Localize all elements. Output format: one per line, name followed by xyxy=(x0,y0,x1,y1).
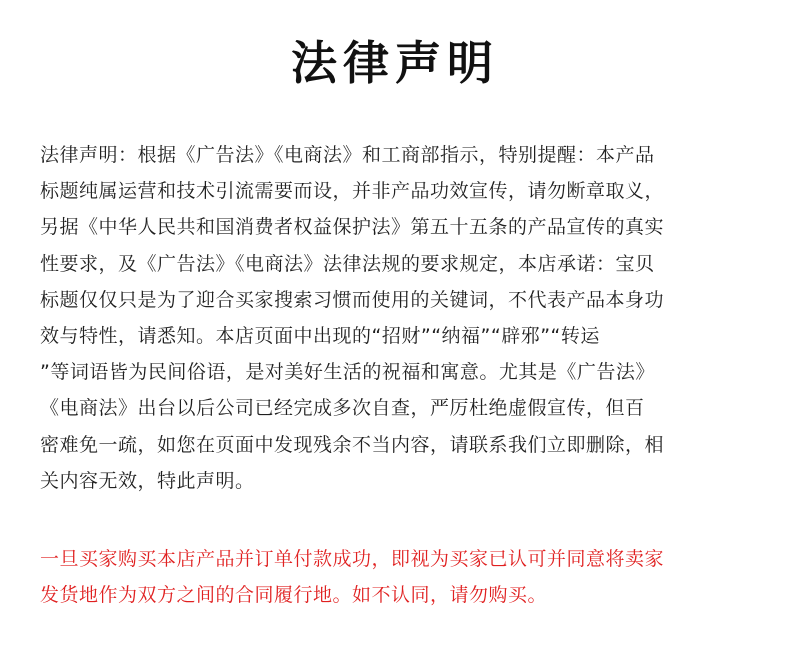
page-title: 法律声明 xyxy=(291,36,499,90)
body-line: 性要求，及《广告法》《电商法》法律法规的要求规定，本店承诺：宝贝 xyxy=(40,252,655,275)
notice-line: 一旦买家购买本店产品并订单付款成功，即视为买家已认可并同意将卖家 xyxy=(40,548,665,570)
notice-line: 发货地作为双方之间的合同履行地。如不认同，请勿购买。 xyxy=(40,584,548,607)
body-line: 《电商法》出台以后公司已经完成多次自查，严厉杜绝虚假宣传，但百 xyxy=(40,397,645,420)
body-line: 关内容无效，特此声明。 xyxy=(40,469,255,492)
body-line: 效与特性，请悉知。本店页面中出现的“招财”“纳福”“辟邪”“转运 xyxy=(40,325,600,348)
body-line: 标题纯属运营和技术引流需要而设，并非产品功效宣传，请勿断章取义， xyxy=(40,180,665,203)
body-line: 密难免一疏，如您在页面中发现残余不当内容，请联系我们立即删除，相 xyxy=(40,433,665,456)
legal-statement-body xyxy=(40,137,752,499)
body-line: 法律声明：根据《广告法》《电商法》和工商部指示，特别提醒：本产品 xyxy=(40,144,655,166)
purchase-notice xyxy=(40,541,752,613)
body-line: 另据《中华人民共和国消费者权益保护法》第五十五条的产品宣传的真实 xyxy=(40,216,665,239)
body-line: 标题仅仅只是为了迎合买家搜索习惯而使用的关键词，不代表产品本身功 xyxy=(40,288,665,311)
body-line: ”等词语皆为民间俗语，是对美好生活的祝福和寓意。尤其是《广告法》 xyxy=(40,361,655,384)
